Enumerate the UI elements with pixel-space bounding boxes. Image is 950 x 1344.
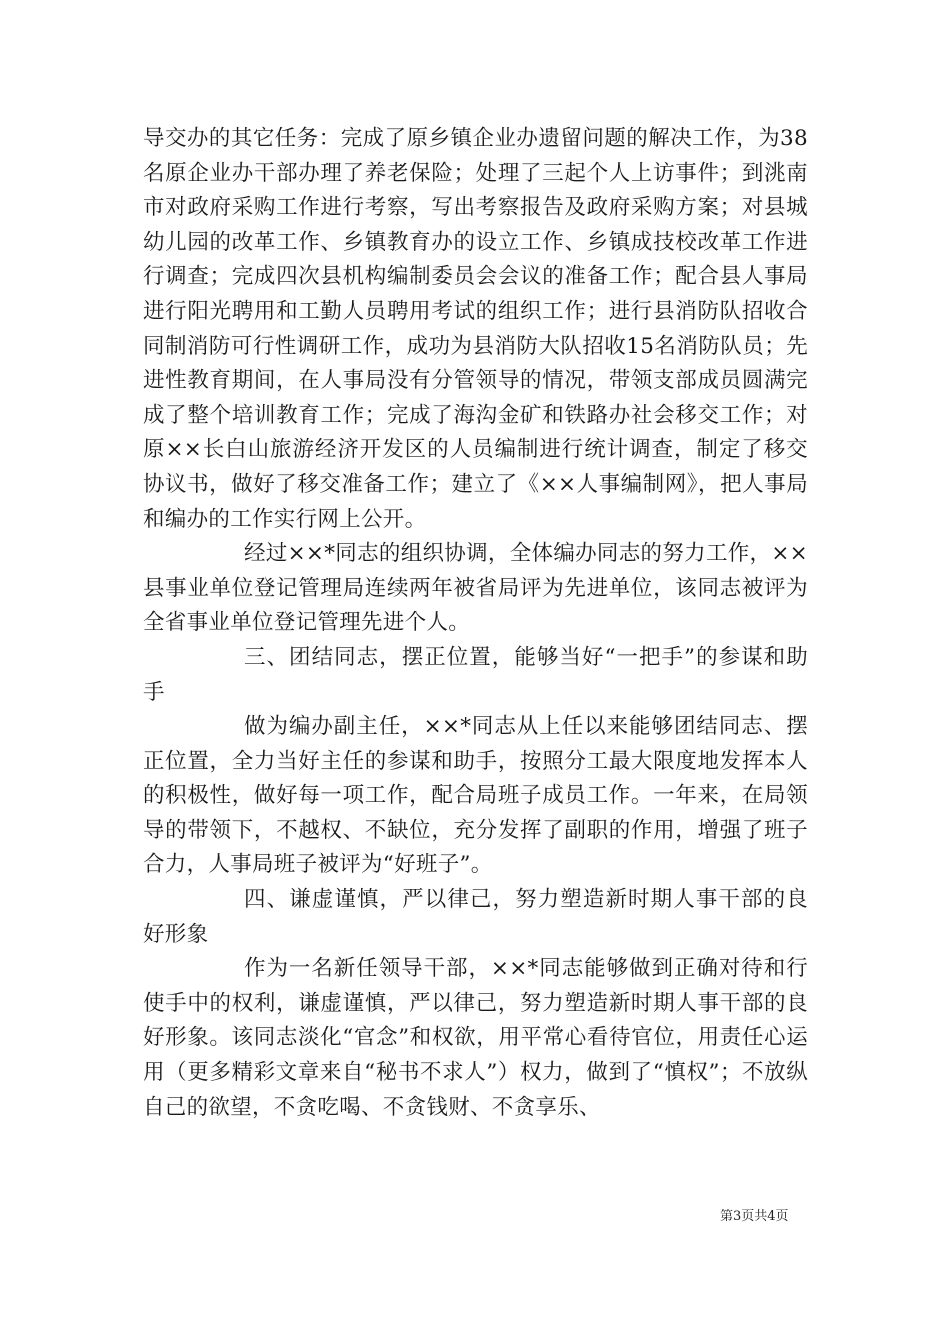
section-heading-3: 三、团结同志，摆正位置，能够当好“一把手”的参谋和助手 <box>143 644 808 705</box>
paragraph-integrity: 作为一名新任领导干部，××*同志能够做到正确对待和行使手中的权利，谦虚谨慎，严以律己，努力塑造新时期人事干部的良好形象。该同志淡化“官念”和权欲，用平常心看待官位，用责任心运用（更多精彩文章来自“秘书不求人”）权力，做到了“慎权”；不放纵自己的欲望，不贪吃喝、不贪钱财、不贪享乐、 <box>143 956 808 1120</box>
paragraph-achievements: 经过××*同志的组织协调，全体编办同志的努力工作，××县事业单位登记管理局连续两年被省局评为先进单位，该同志被评为全省事业单位登记管理先进个人。 <box>143 541 808 636</box>
paragraph-teamwork: 做为编办副主任，××*同志从上任以来能够团结同志、摆正位置，全力当好主任的参谋和助手，按照分工最大限度地发挥本人的积极性，做好每一项工作，配合局班子成员工作。一年来，在局领导的带领下，不越权、不缺位，充分发挥了副职的作用，增强了班子合力，人事局班子被评为“好班子”。 <box>143 714 808 878</box>
paragraph-task-list: 导交办的其它任务：完成了原乡镇企业办遗留问题的解决工作，为38名原企业办干部办理了养老保险；处理了三起个人上访事件；到洮南市对政府采购工作进行考察，写出考察报告及政府采购方案；对县城幼儿园的改革工作、乡镇教育办的设立工作、乡镇成技校改革工作进行调查；完成四次县机构编制委员会会议的准备工作；配合县人事局进行阳光聘用和工勤人员聘用考试的组织工作；进行县消防队招收合同制消防可行性调研工作，成功为县消防大队招收15名消防队员；先进性教育期间，在人事局没有分管领导的情况，带领支部成员圆满完成了整个培训教育工作；完成了海沟金矿和铁路办社会移交工作；对原××长白山旅游经济开发区的人员编制进行统计调查，制定了移交协议书，做好了移交准备工作；建立了《××人事编制网》，把人事局和编办的工作实行网上公开。 <box>143 126 808 532</box>
section-heading-4: 四、谦虚谨慎，严以律己，努力塑造新时期人事干部的良好形象 <box>143 887 808 947</box>
page-number: 第3页共4页 <box>720 1209 789 1224</box>
document-body <box>143 122 808 1125</box>
